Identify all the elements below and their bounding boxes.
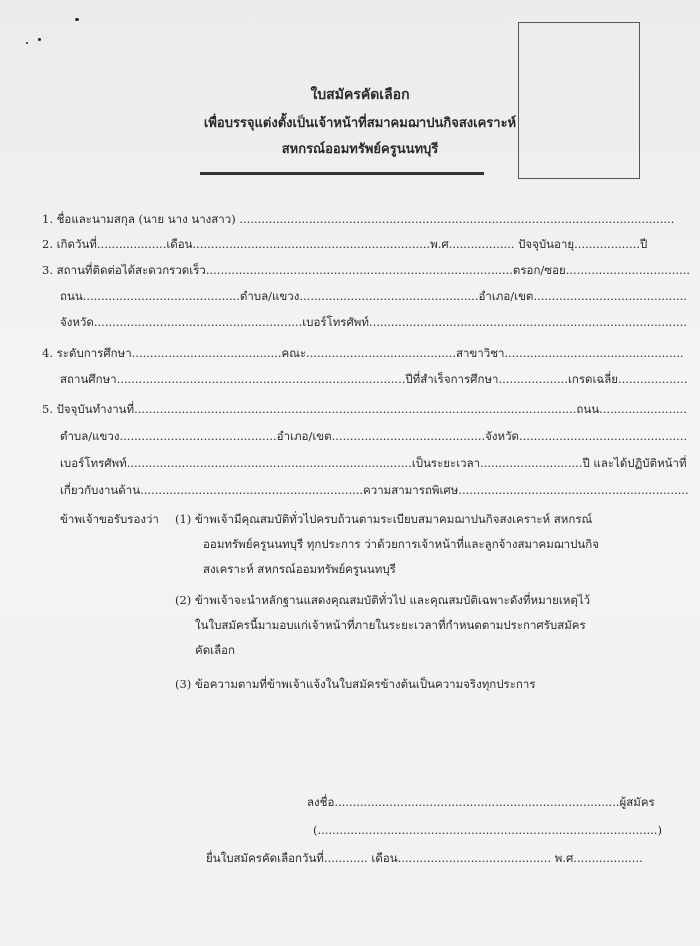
certification-item-2-line-2: ในใบสมัครนี้มามอบแก่เจ้าหน้าที่ภายในระยะเวลาที่กำหนดตามประกาศรับสมัคร [195,618,586,632]
printed-name-line[interactable]: (.............................................................................................) [313,823,662,837]
certification-item-1-line-3: สงเคราะห์ สหกรณ์ออมทรัพย์ครูนนทบุรี [203,562,396,576]
certification-intro: ข้าพเจ้าขอรับรองว่า [60,512,159,526]
signature-line[interactable]: ลงชื่อ..............................................................................ผู้สมัคร [307,795,655,809]
form-organization: สหกรณ์ออมทรัพย์ครูนนทบุรี [281,142,439,157]
certification-item-2-line-1: (2) ข้าพเจ้าจะนำหลักฐานแสดงคุณสมบัติทั่วไป และคุณสมบัติเฉพาะดังที่หมายเหตุไว้ [175,593,591,607]
certification-item-1-line-1: (1) ข้าพเจ้ามีคุณสมบัติทั่วไปครบถ้วนตามระเบียบสมาคมฌาปนกิจสงเคราะห์ สหกรณ์ [175,512,593,526]
field-road[interactable]: ถนน...........................................ตำบล/แขวง.................................................อำเภอ/เขต.......................................... [60,289,687,303]
field-education[interactable]: 4. ระดับการศึกษา.........................................คณะ.........................................สาขาวิชา................................................. [42,346,684,360]
title-underline [200,172,484,175]
field-name[interactable]: 1. ชื่อและนามสกุล (นาย นาง นางสาว) ....................................................................................................................... [42,212,675,226]
field-birthdate[interactable]: 2. เกิดวันที่...................เดือน.................................................................พ.ศ.................. ปัจจุบันอายุ..................ปี [42,237,648,251]
certification-item-2-line-3: คัดเลือก [195,643,236,657]
certification-item-3: (3) ข้อความตามที่ข้าพเจ้าแจ้งในใบสมัครข้างต้นเป็นความจริงทุกประการ [175,677,536,691]
form-title: ใบสมัครคัดเลือก [310,87,410,103]
submission-date-line[interactable]: ยื่นใบสมัครคัดเลือกวันที่............ เดือน.......................................... พ.ศ................... [206,851,643,865]
certification-item-1-line-2: ออมทรัพย์ครูนนทบุรี ทุกประการ ว่าด้วยการเจ้าหน้าที่และลูกจ้างสมาคมฌาปนกิจ [203,537,599,551]
field-work-area[interactable]: เกี่ยวกับงานด้าน.............................................................ความสามารถพิเศษ............................................................... [60,483,689,497]
field-province-phone[interactable]: จังหวัด.........................................................เบอร์โทรศัพท์....................................................................................... [60,315,687,329]
form-subtitle: เพื่อบรรจุแต่งตั้งเป็นเจ้าหน้าที่สมาคมฌาปนกิจสงเคราะห์ [203,116,517,131]
field-address[interactable]: 3. สถานที่ติดต่อได้สะดวกรวดเร็ว....................................................................................ตรอก/ซอย.................................. [42,263,691,277]
field-workplace[interactable]: 5. ปัจจุบันทำงานที่.........................................................................................................................ถนน........................ [42,402,687,416]
field-institution[interactable]: สถานศึกษา...............................................................................ปีที่สำเร็จการศึกษา...................เกรดเฉลี่ย................... [60,372,688,386]
field-work-phone[interactable]: เบอร์โทรศัพท์..............................................................................เป็นระยะเวลา............................ปี และได้ปฏิบัติหน้าที่ [60,456,687,470]
field-work-district[interactable]: ตำบล/แขวง...........................................อำเภอ/เขต..........................................จังหวัด.............................................. [60,429,688,443]
